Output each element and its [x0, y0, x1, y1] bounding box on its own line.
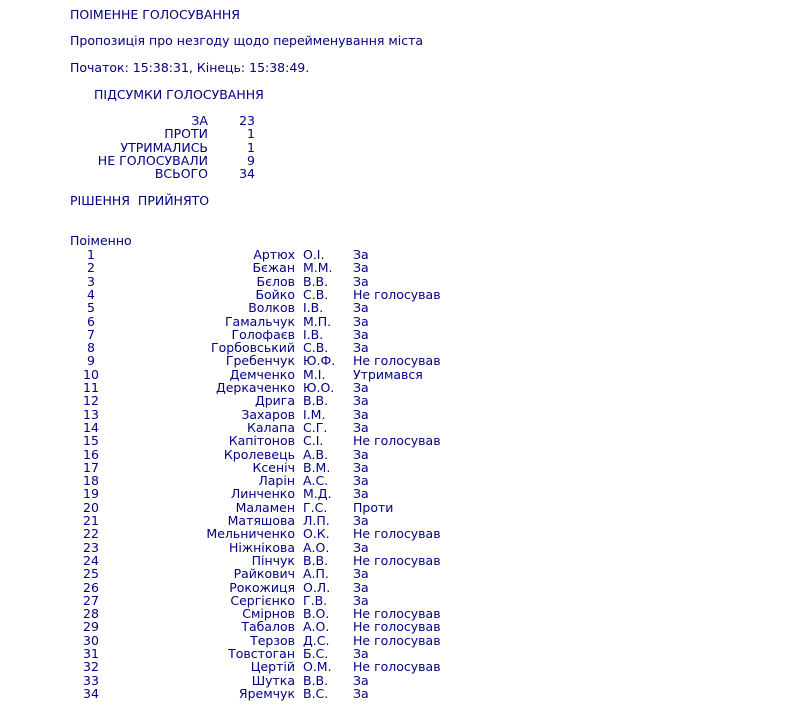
row-number: 6 [87, 313, 95, 329]
deputy-surname: Сергієнко [230, 592, 295, 608]
deputy-initials: О.І. [303, 247, 325, 262]
vote-result: За [353, 539, 369, 555]
summary-value: 9 [247, 152, 255, 168]
deputy-initials: В.В. [303, 552, 329, 568]
row-number: 14 [83, 419, 99, 435]
vote-result: За [353, 273, 369, 289]
row-number: 28 [83, 606, 99, 622]
row-number: 7 [87, 326, 95, 342]
row-number: 4 [87, 286, 95, 302]
deputy-initials: О.М. [303, 659, 332, 675]
summary-label: НЕ ГОЛОСУВАЛИ [97, 152, 208, 168]
deputy-initials: М.Д. [303, 486, 332, 502]
vote-result: За [353, 326, 369, 342]
vote-result: За [353, 672, 369, 688]
summary-value: 1 [247, 126, 255, 142]
vote-result: Не голосував [353, 526, 441, 542]
deputy-initials: Г.В. [303, 592, 328, 608]
deputy-initials: Ю.Ф. [303, 353, 336, 369]
deputy-surname: Артюх [253, 247, 295, 262]
deputy-initials: В.В. [303, 273, 329, 289]
deputy-surname: Маламен [235, 499, 295, 515]
deputy-initials: О.Л. [303, 579, 331, 595]
summary-value: 23 [239, 113, 255, 128]
row-number: 15 [83, 433, 99, 449]
deputy-surname: Капітонов [228, 433, 295, 449]
summary-value: 1 [247, 139, 255, 155]
vote-result: За [353, 340, 369, 356]
deputy-initials: Л.П. [303, 513, 330, 528]
vote-result: За [353, 579, 369, 595]
row-number: 9 [87, 353, 95, 369]
deputy-initials: С.В. [303, 340, 329, 356]
vote-result: Не голосував [353, 286, 441, 302]
row-number: 21 [83, 513, 99, 528]
row-number: 33 [83, 672, 99, 688]
vote-result: Проти [353, 499, 394, 515]
vote-result: Не голосував [353, 552, 441, 568]
decision-text: РІШЕННЯ ПРИЙНЯТО [70, 193, 210, 208]
deputy-surname: Бойко [255, 286, 295, 302]
deputy-initials: С.Г. [303, 419, 328, 435]
vote-result: За [353, 486, 369, 502]
document-title: ПОІМЕННЕ ГОЛОСУВАННЯ [70, 7, 240, 22]
summary-heading: ПІДСУМКИ ГОЛОСУВАННЯ [94, 87, 264, 102]
deputy-initials: Б.С. [303, 646, 329, 661]
deputy-surname: Гребенчук [225, 353, 295, 369]
deputy-surname: Голофаєв [231, 326, 295, 342]
row-number: 5 [87, 300, 95, 316]
vote-result: Утримався [353, 366, 423, 382]
deputy-surname: Бєлов [256, 273, 295, 289]
row-number: 24 [83, 552, 99, 568]
deputy-initials: В.В. [303, 393, 329, 409]
vote-result: За [353, 406, 369, 422]
vote-result: За [353, 393, 369, 409]
deputy-surname: Матяшова [227, 513, 295, 528]
deputy-surname: Ніжнікова [228, 539, 295, 555]
row-number: 17 [83, 459, 99, 475]
deputy-initials: А.О. [303, 539, 330, 555]
deputy-surname: Дрига [254, 393, 295, 409]
deputy-surname: Товстоган [228, 646, 295, 661]
deputy-initials: І.В. [303, 300, 324, 316]
row-number: 30 [83, 632, 99, 648]
vote-result: За [353, 380, 369, 395]
deputy-surname: Смірнов [242, 606, 295, 622]
vote-result: За [353, 473, 369, 489]
vote-result: За [353, 459, 369, 475]
row-number: 27 [83, 592, 99, 608]
deputy-surname: Шутка [251, 672, 295, 688]
deputy-initials: О.К. [303, 526, 330, 542]
row-number: 13 [83, 406, 99, 422]
summary-label: ЗА [191, 113, 208, 128]
row-number: 1 [87, 247, 95, 262]
deputy-surname: Пінчук [251, 552, 295, 568]
vote-result: За [353, 313, 369, 329]
deputy-surname: Бєжан [252, 260, 295, 276]
deputy-surname: Захаров [241, 406, 295, 422]
deputy-surname: Мельниченко [206, 526, 295, 542]
deputy-surname: Волков [248, 300, 295, 316]
deputy-initials: Д.С. [303, 632, 330, 648]
deputy-surname: Гамальчук [224, 313, 295, 329]
deputy-surname: Райкович [233, 566, 295, 582]
deputy-initials: Ю.О. [303, 380, 335, 395]
row-number: 3 [87, 273, 95, 289]
deputy-surname: Кролевець [223, 446, 295, 462]
deputy-initials: В.С. [303, 685, 329, 701]
row-number: 8 [87, 340, 95, 356]
row-number: 29 [83, 619, 99, 635]
deputy-initials: А.О. [303, 619, 330, 635]
deputy-surname: Горбовський [211, 340, 295, 356]
vote-result: Не голосував [353, 659, 441, 675]
deputy-surname: Яремчук [238, 685, 295, 701]
vote-result: Не голосував [353, 619, 441, 635]
vote-result: За [353, 513, 369, 528]
vote-result: За [353, 685, 369, 701]
row-number: 31 [83, 646, 99, 661]
roll-heading: Поіменно [70, 233, 132, 248]
deputy-initials: В.М. [303, 459, 331, 475]
vote-result: За [353, 646, 369, 661]
deputy-surname: Демченко [229, 366, 295, 382]
deputy-surname: Деркаченко [215, 380, 295, 395]
row-number: 32 [83, 659, 99, 675]
vote-result: Не голосував [353, 606, 441, 622]
row-number: 23 [83, 539, 99, 555]
deputy-initials: А.П. [303, 566, 329, 582]
proposal-text: Пропозиція про незгоду щодо перейменування міста [70, 33, 424, 48]
row-number: 26 [83, 579, 99, 595]
row-number: 11 [83, 380, 99, 395]
row-number: 16 [83, 446, 99, 462]
deputy-initials: В.В. [303, 672, 329, 688]
vote-result: За [353, 419, 369, 435]
vote-result: Не голосував [353, 632, 441, 648]
deputy-initials: С.І. [303, 433, 324, 449]
summary-label: ПРОТИ [164, 126, 208, 142]
deputy-surname: Рокожиця [229, 579, 295, 595]
deputy-initials: М.П. [303, 313, 332, 329]
summary-label: УТРИМАЛИСЬ [120, 139, 208, 155]
deputy-initials: Г.С. [303, 499, 328, 515]
row-number: 19 [83, 486, 99, 502]
timing-text: Початок: 15:38:31, Кінець: 15:38:49. [70, 60, 310, 75]
deputy-surname: Цертій [250, 659, 295, 675]
deputy-initials: А.В. [303, 446, 329, 462]
vote-result: За [353, 592, 369, 608]
row-number: 18 [83, 473, 99, 489]
row-number: 2 [87, 260, 95, 276]
deputy-surname: Линченко [230, 486, 295, 502]
vote-result: За [353, 260, 369, 276]
row-number: 25 [83, 566, 99, 582]
row-number: 22 [83, 526, 99, 542]
vote-result: За [353, 247, 369, 262]
row-number: 10 [83, 366, 99, 382]
deputy-initials: А.С. [303, 473, 329, 489]
deputy-surname: Калапа [246, 419, 295, 435]
vote-result: Не голосував [353, 353, 441, 369]
deputy-surname: Ларін [258, 473, 295, 489]
vote-result: За [353, 566, 369, 582]
summary-value: 34 [239, 166, 255, 182]
deputy-initials: М.М. [303, 260, 333, 276]
vote-result: Не голосував [353, 433, 441, 449]
deputy-surname: Терзов [250, 632, 295, 648]
summary-label: ВСЬОГО [154, 166, 208, 182]
deputy-initials: С.В. [303, 286, 329, 302]
row-number: 12 [83, 393, 99, 409]
row-number: 20 [83, 499, 99, 515]
deputy-initials: І.В. [303, 326, 324, 342]
deputy-initials: В.О. [303, 606, 330, 622]
vote-result: За [353, 446, 369, 462]
vote-result: За [353, 300, 369, 316]
deputy-surname: Ксеніч [252, 459, 295, 475]
deputy-initials: І.М. [303, 406, 326, 422]
row-number: 34 [83, 685, 99, 701]
deputy-surname: Табалов [241, 619, 295, 635]
deputy-initials: М.І. [303, 366, 326, 382]
